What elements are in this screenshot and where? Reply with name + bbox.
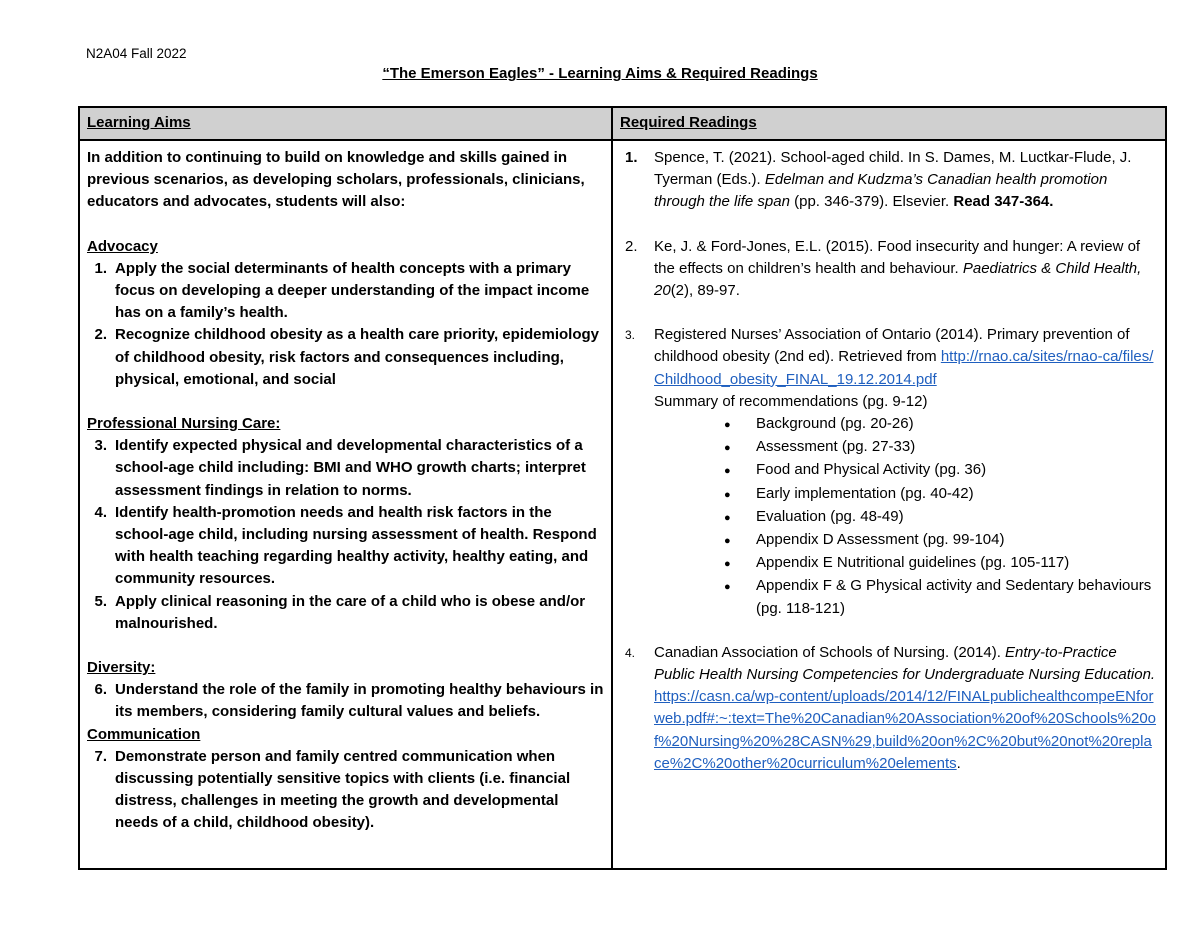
recommendations-list <box>654 413 1158 620</box>
aim-item: 5. Apply clinical reasoning in the care of a child who is obese and/or malnourished. <box>94 592 586 632</box>
required-readings-header: Required Readings <box>612 107 1166 140</box>
reading-item-2: 2. Ke, J. & Ford-Jones, E.L. (2015). Food insecurity and hunger: A review of the effects on children’s health and behaviour. Paediatrics & Child Health, 20(2), 89-97. <box>625 237 1142 300</box>
section-communication: Communication <box>87 725 201 743</box>
reading-item-4: 4. Canadian Association of Schools of Nursing. (2014). Entry-to-Practice Public Health Nursing Competencies for Undergraduate Nursing Education. https://casn.ca/wp-content/uploads/2014/12/FINALpublichealthcompeENforweb.pdf#:~:text=The%20Canadian%20Association%20of%20Schools%20of%20Nursing%20%28CASN%29,build%20on%2C%20but%20not%20replace%2C%20other%20curriculum%20elements. <box>625 643 1157 772</box>
list-item: ● Appendix D Assessment (pg. 99-104) <box>724 529 1158 552</box>
aim-item: 6. Understand the role of the family in promoting healthy behaviours in its members, considering family cultural values and beliefs. <box>94 681 604 721</box>
section-advocacy: Advocacy <box>87 237 158 255</box>
aim-item: 4. Identify health-promotion needs and health risk factors in the school-age child, including nursing assessment of health. Respond with health teaching regarding healthy activity, healthy eating, and community resources. <box>94 503 597 588</box>
aim-item: 7. Demonstrate person and family centred communication when discussing potentially sensitive topics with clients (i.e. financial distress, challenges in meeting the growth and developmental needs of a child, childhood obesity). <box>94 747 571 832</box>
bullet-icon <box>724 459 756 482</box>
required-readings-cell <box>612 140 1166 869</box>
list-item: ● Assessment (pg. 27-33) <box>724 436 1158 459</box>
list-item: ● Food and Physical Activity (pg. 36) <box>724 459 1158 482</box>
list-item: ● Appendix F & G Physical activity and Sedentary behaviours (pg. 118-121) <box>724 575 1158 619</box>
aim-item: 3. Identify expected physical and developmental characteristics of a school-age child including: BMI and WHO growth charts; interpret assessment findings in relation to norms. <box>94 437 586 499</box>
list-item: ● Appendix E Nutritional guidelines (pg. 105-117) <box>724 552 1158 575</box>
bullet-icon <box>724 483 756 506</box>
aims-readings-table <box>78 106 1167 870</box>
list-item: ● Early implementation (pg. 40-42) <box>724 483 1158 506</box>
list-item: ● Evaluation (pg. 48-49) <box>724 506 1158 529</box>
bullet-icon <box>724 575 756 619</box>
casn-link[interactable]: https://casn.ca/wp-content/uploads/2014/12/FINALpublichealthcompeENforweb.pdf#:~:text=The%20Canadian%20Association%20of%20Schools%20of%20Nursing%20%28CASN%29,build%20on%2C%20but%20not%20replace%2C%20other%20curriculum%20elements <box>654 688 1157 772</box>
section-professional-nursing-care: Professional Nursing Care: <box>87 415 281 433</box>
bullet-icon <box>724 506 756 529</box>
bullet-icon <box>724 552 756 575</box>
rnao-pdf-link[interactable]: http://rnao.ca/sites/rnao-ca/files/Childhood_obesity_FINAL_19.12.2014.pdf <box>654 348 1154 388</box>
aim-item: 1. Apply the social determinants of health concepts with a primary focus on developing a deeper understanding of the impact income has on a family’s health. <box>94 259 590 322</box>
learning-aims-header: Learning Aims <box>79 107 612 140</box>
bullet-icon <box>724 436 756 459</box>
bullet-icon <box>724 413 756 436</box>
aims-intro: In addition to continuing to build on knowledge and skills gained in previous scenarios, as developing scholars, professionals, clinicians, educators and advocates, students will also: <box>87 149 585 211</box>
list-item: ● Background (pg. 20-26) <box>724 413 1158 436</box>
summary-of-recommendations: Summary of recommendations (pg. 9-12) <box>654 392 928 410</box>
learning-aims-cell <box>79 140 612 869</box>
section-diversity: Diversity: <box>87 659 156 677</box>
reading-item-3: 3. Registered Nurses’ Association of Ontario (2014). Primary prevention of childhood obesity (2nd ed). Retrieved from http://rnao.ca/sites/rnao-ca/files/Childhood_obesity_FINAL_19.12.2014.pdf Summary of recommendations (pg. 9-12) ● Background (pg. 20-26) ● Assessment (pg. 27-33) ● Food and Physical Activity (pg. 36) ● Early implementation (pg. 40-42) ● Evaluation (pg. 48-49) ● Appendix D Assessment (pg. 99-104) ● Appendix E Nutritional guidelines (pg. 105-117) ● Appendix F & G Physical activity and Sedentary behaviours (pg. 118-121) <box>620 324 1158 620</box>
bullet-icon <box>724 529 756 552</box>
reading-item-1: 1. Spence, T. (2021). School-aged child. In S. Dames, M. Luctkar-Flude, J. Tyerman (Eds.). Edelman and Kudzma’s Canadian health promotion through the life span (pp. 346-379). Elsevier. Read 347-364. <box>625 149 1132 211</box>
aim-item: 2. Recognize childhood obesity as a health care priority, epidemiology of childhood obesity, risk factors and consequences including, physical, emotional, and social <box>94 326 599 388</box>
course-label: N2A04 Fall 2022 <box>86 46 187 61</box>
document-title: “The Emerson Eagles” - Learning Aims & Required Readings <box>382 65 818 82</box>
